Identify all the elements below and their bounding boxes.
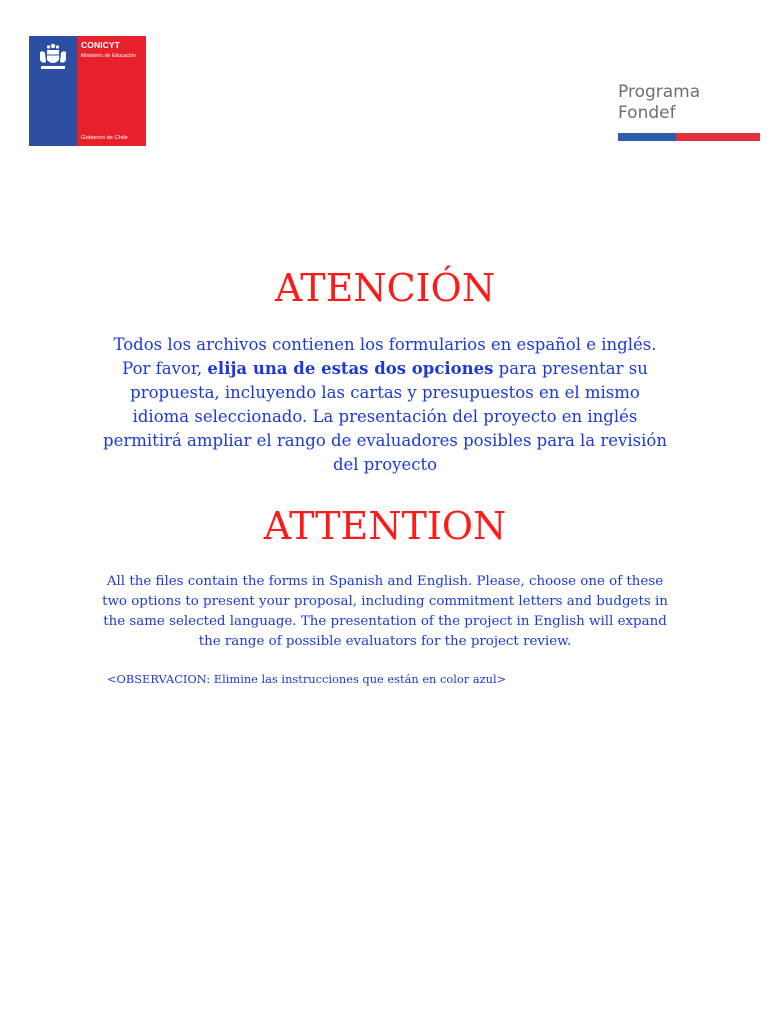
conicyt-logo <box>29 36 146 146</box>
programa-bar-red <box>676 133 760 141</box>
programa-color-bar <box>618 133 760 141</box>
logo-ministry: Ministerio de Educación <box>81 53 137 59</box>
spanish-text-before: Todos los archivos contienen los formularios en español e inglés. Por favor, <box>113 335 657 378</box>
chile-coat-of-arms-icon <box>35 42 71 72</box>
logo-red-panel <box>77 36 146 146</box>
programa-line1: Programa <box>618 82 701 102</box>
programa-bar-blue <box>618 133 676 141</box>
english-paragraph: All the files contain the forms in Spanish and English. Please, choose one of these two options to present your proposal, including commitment letters and budgets in the same selected language. The presentation of the project in English will expand the range of possible evaluators for the project review. <box>102 574 668 649</box>
spanish-text-bold: elija una de estas dos opciones <box>207 359 494 378</box>
spanish-text-after: para presentar su propuesta, incluyendo las cartas y presupuestos en el mismo idioma seleccionado. La presentación del proyecto en inglés permitirá ampliar el rango de evaluadores posibles para la revisión del proyecto <box>103 359 667 474</box>
programa-fondef-logo <box>618 82 760 141</box>
spanish-heading: ATENCIÓN <box>274 266 496 310</box>
english-heading: ATTENTION <box>263 504 507 548</box>
programa-line2: Fondef <box>618 103 676 123</box>
spanish-paragraph <box>100 333 670 477</box>
logo-government: Gobierno de Chile <box>81 135 128 141</box>
logo-blue-panel <box>29 36 77 146</box>
observation-note: <OBSERVACION: Elimine las instrucciones que están en color azul> <box>107 672 507 686</box>
logo-org-name: CONICYT <box>81 40 120 50</box>
